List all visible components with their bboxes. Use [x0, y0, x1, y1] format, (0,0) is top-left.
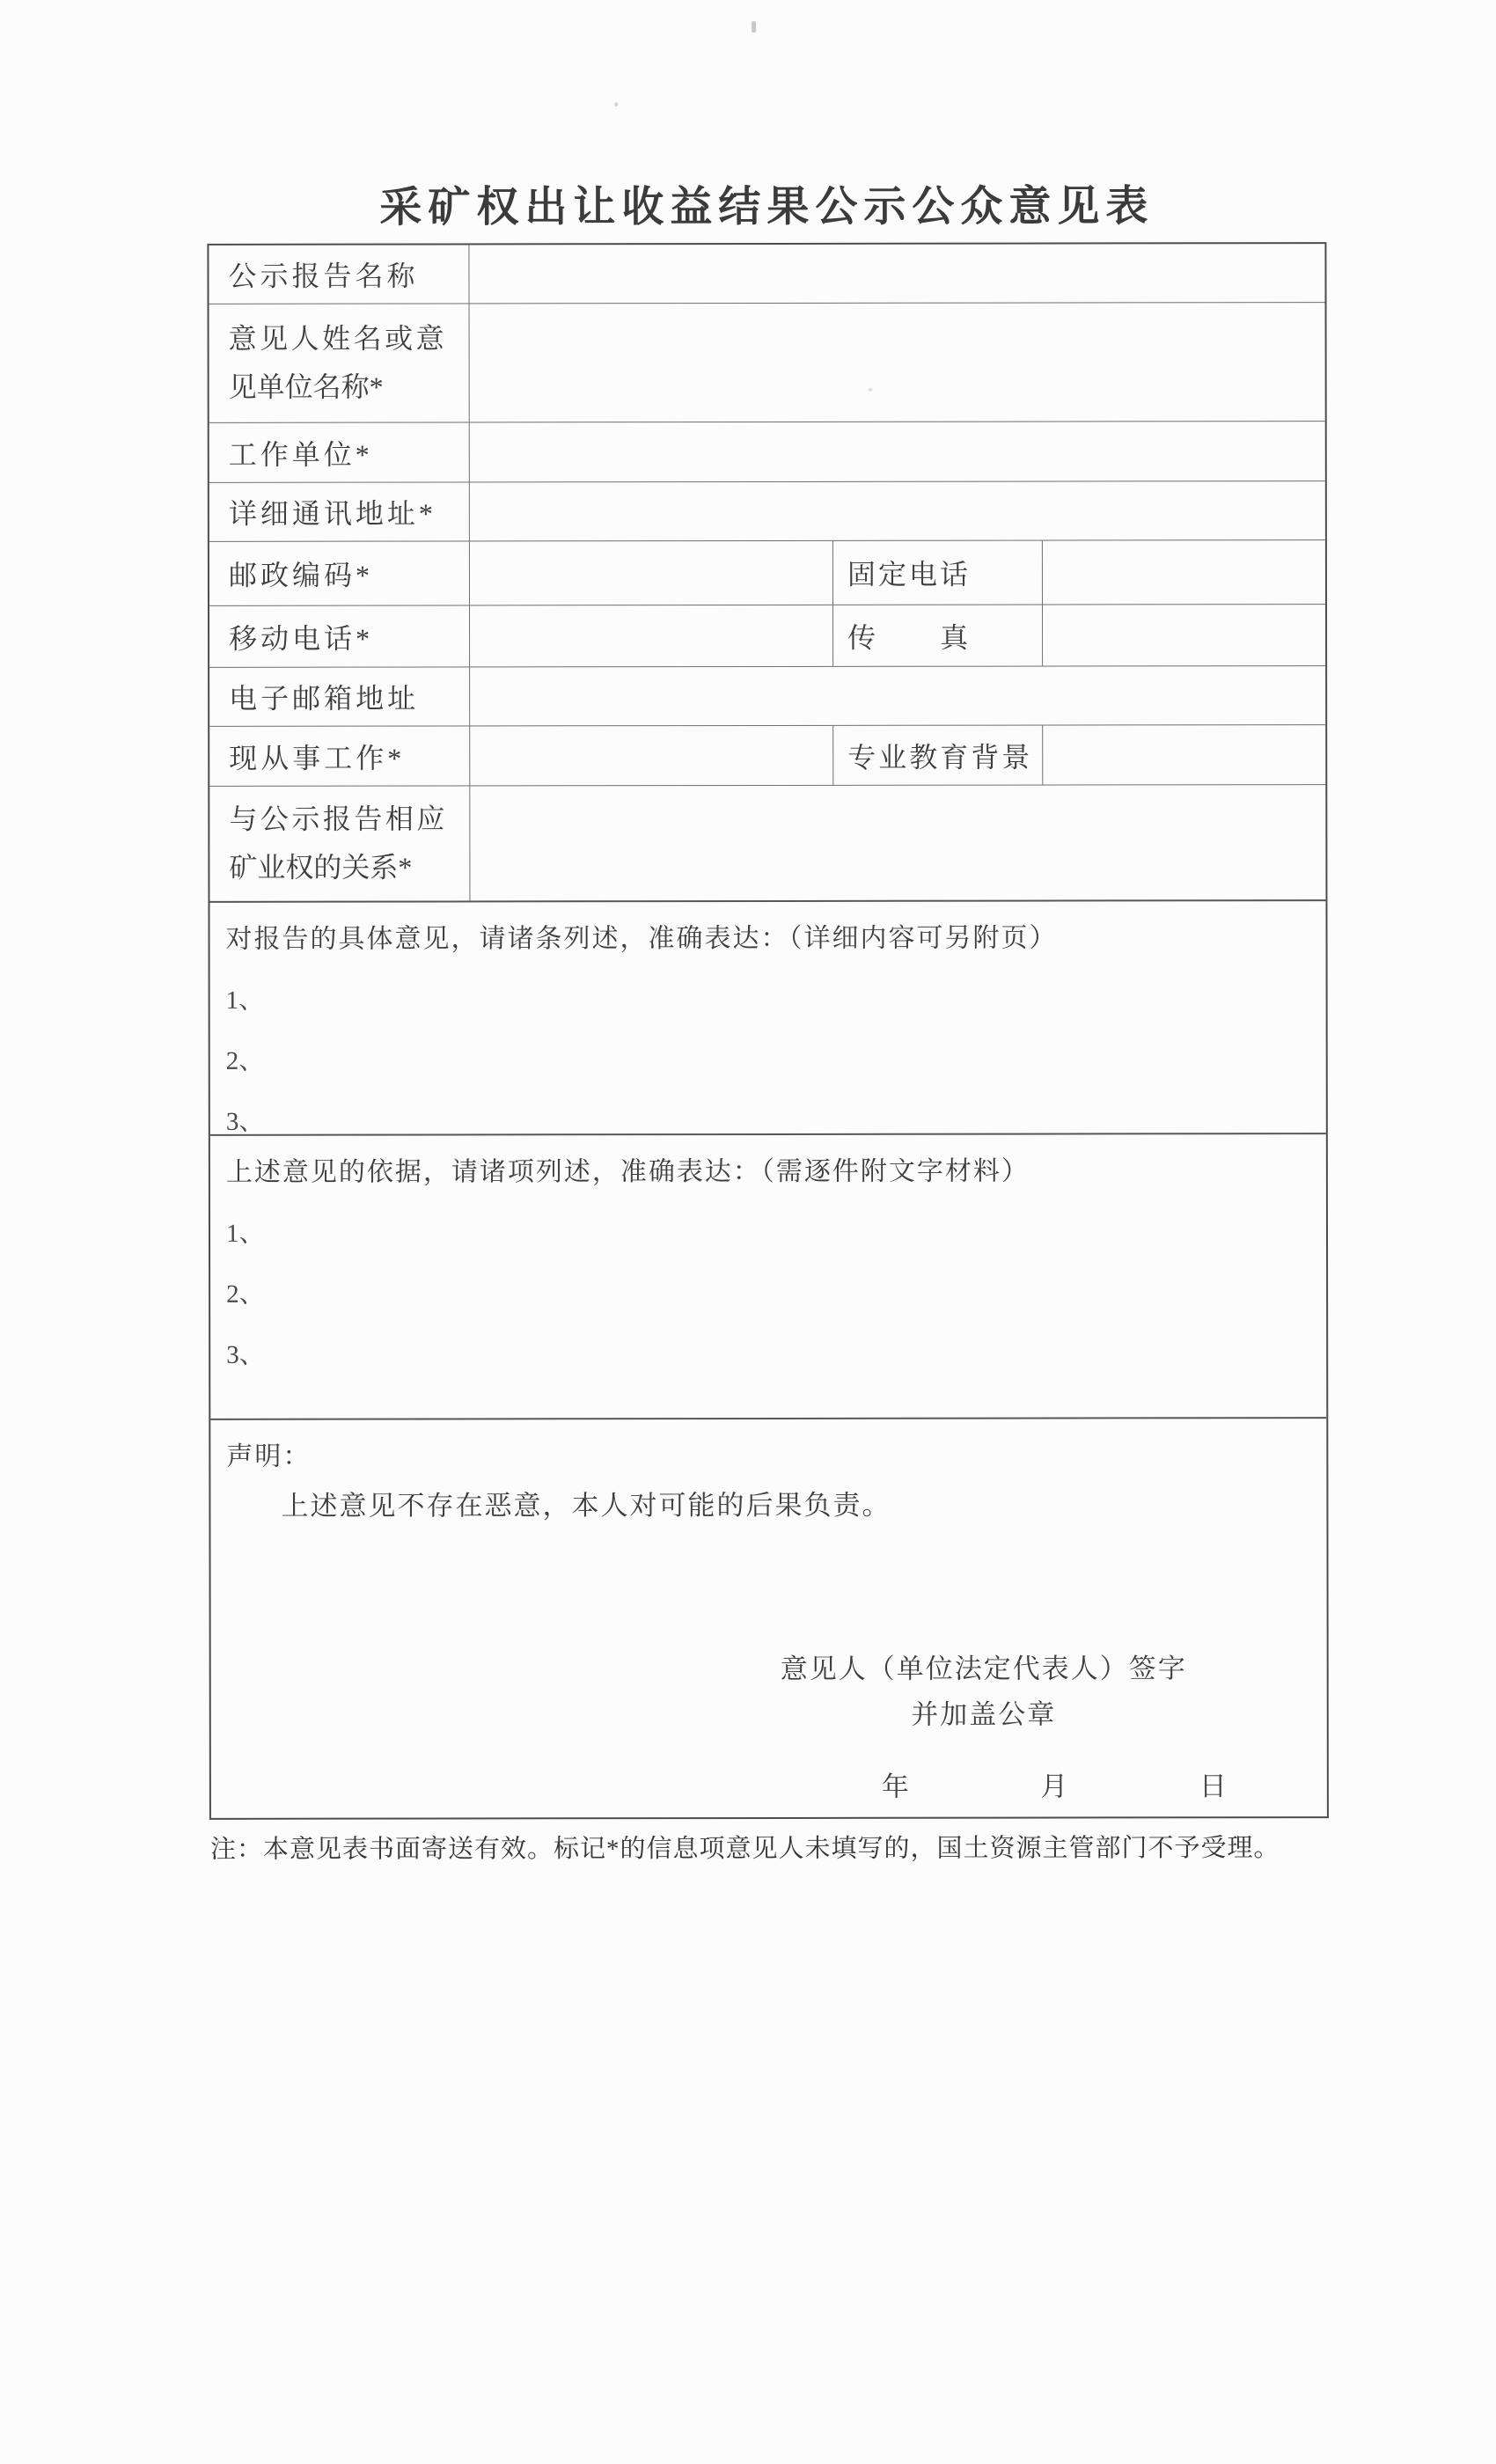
field-label-email: 电子邮箱地址 — [209, 667, 470, 725]
field-cell-report-name — [469, 244, 1324, 303]
field-cell-education-background — [1043, 725, 1325, 784]
signature-line-1: 意见人（单位法定代表人）签字 — [780, 1653, 1187, 1684]
field-label-report-name: 公示报告名称 — [209, 245, 469, 303]
basis-section — [210, 1134, 1326, 1420]
field-label-employer: 工作单位* — [209, 422, 470, 481]
field-label-occupation: 现从事工作* — [209, 726, 470, 785]
opinion-item-3: 3、 — [225, 1107, 265, 1136]
field-label-mailing-address: 详细通讯地址* — [209, 482, 470, 540]
row-mailing-address — [209, 481, 1325, 542]
basis-item-1: 1、 — [225, 1219, 265, 1248]
date-year-label: 年 — [881, 1771, 909, 1802]
date-line — [882, 1764, 1227, 1804]
field-label-fax: 传 真 — [832, 605, 1043, 666]
opinion-form-table — [207, 242, 1328, 1820]
field-label-postal-code: 邮政编码* — [209, 541, 470, 605]
row-email — [209, 666, 1325, 727]
row-employer — [209, 422, 1325, 483]
row-report-name — [209, 244, 1324, 304]
field-cell-fax — [1043, 605, 1325, 665]
declaration-heading: 声明： — [226, 1441, 312, 1471]
field-label-education-background: 专业教育背景 — [832, 726, 1043, 785]
field-cell-postal-code — [470, 541, 832, 605]
field-cell-employer — [470, 422, 1325, 481]
opinion-section-heading: 对报告的具体意见，请诸条列述，准确表达：（详细内容可另附页） — [225, 923, 1058, 954]
field-cell-occupation — [470, 726, 832, 786]
signature-line-2: 并加盖公章 — [911, 1698, 1057, 1730]
declaration-body: 上述意见不存在恶意，本人对可能的后果负责。 — [281, 1489, 891, 1522]
field-cell-landline — [1043, 540, 1325, 604]
scan-speck — [752, 21, 756, 33]
declaration-section — [210, 1419, 1327, 1818]
footer-note: 注：本意见表书面寄送有效。标记*的信息项意见人未填写的，国土资源主管部门不予受理。 — [209, 1834, 1280, 1864]
signature-block — [720, 1646, 1248, 1738]
field-cell-mailing-address — [470, 481, 1325, 540]
row-postal-landline — [209, 540, 1325, 606]
field-cell-respondent-name — [470, 303, 1325, 422]
field-label-respondent-name: 意见人姓名或意见单位名称* — [209, 304, 470, 422]
opinion-item-2: 2、 — [225, 1046, 265, 1075]
field-label-mining-right-relation: 与公示报告相应矿业权的关系* — [209, 786, 470, 900]
field-cell-mining-right-relation — [470, 785, 1325, 900]
basis-item-3: 3、 — [226, 1340, 265, 1369]
basis-section-heading: 上述意见的依据，请诸项列述，准确表达：（需逐件附文字材料） — [225, 1156, 1030, 1187]
row-mining-right-relation — [209, 785, 1325, 903]
form-title: 采矿权出让收益结果公示公众意见表 — [379, 183, 1155, 231]
field-cell-email — [470, 666, 1325, 725]
date-month-label: 月 — [1040, 1771, 1068, 1802]
opinion-section — [209, 901, 1325, 1136]
date-day-label: 日 — [1199, 1771, 1227, 1802]
row-occupation-education — [209, 725, 1325, 787]
field-cell-mobile-phone — [470, 605, 832, 667]
opinion-item-1: 1、 — [225, 986, 265, 1015]
scan-speck — [614, 102, 618, 106]
field-label-landline: 固定电话 — [832, 541, 1043, 605]
row-respondent-name — [209, 303, 1325, 423]
field-label-mobile-phone: 移动电话* — [209, 605, 470, 666]
basis-item-2: 2、 — [226, 1280, 265, 1309]
row-mobile-fax — [209, 605, 1325, 668]
